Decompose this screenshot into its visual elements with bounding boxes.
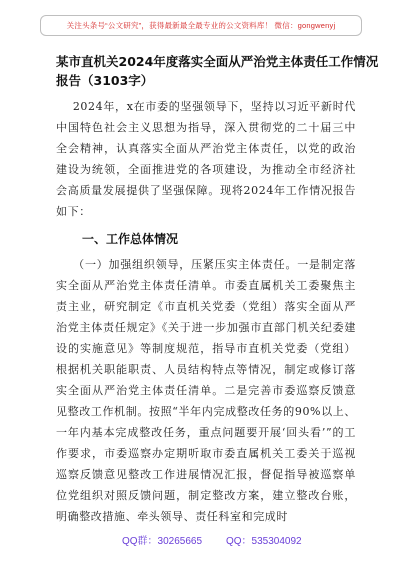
header-banner: 关注头条号“公文研究”，获得最新最全最专业的公文资料库！ 微信：gongwenyj <box>40 15 362 36</box>
document-title <box>56 52 379 90</box>
document-body <box>56 96 356 527</box>
section-heading: 一、工作总体情况 <box>82 232 179 246</box>
section-paragraph: （一）加强组织领导，压紧压实主体责任。一是制定落实全面从严治党主体责任清单。市委直属机关工委聚焦主责主业，研究制定《市直机关党委（党组）落实全面从严治党主体责任规定》《关于进一步加强市直部门机关纪委建设的实施意见》等制度规范，指导市直机关党委（党组）根据机关职能职责、人员结构特点等情况，制定或修订落实全面从严治党主体责任清单。二是完善市委巡察反馈意见整改工作机制。按照“半年内完成整改任务的90%以上、一年内基本完成整改任务，重点问题要开展‘回头看’”的工作要求，市委巡察办定期听取市委直属机关工委关于巡视巡察反馈意见整改工作进展情况汇报，督促指导被巡察单位党组织对照反馈问题，制定整改方案，建立整改台账，明确整改措施、牵头领导、责任科室和完成时 <box>56 258 357 523</box>
title-line-1: 某市直机关2024年度落实全面从严治党主体责任工作情况 <box>56 54 379 69</box>
footer-qq: QQ：535304092 <box>226 536 302 547</box>
title-line-2: 报告（3103字） <box>56 73 154 88</box>
intro-paragraph: 2024年，x在市委的坚强领导下，坚持以习近平新时代中国特色社会主义思想为指导，深入贯彻党的二十届三中全会精神，认真落实全面从严治党主体责任，以党的政治建设为统领，全面推进党的各项建设，为推动全市经济社会高质量发展提供了坚强保障。现将2024年工作情况报告如下： <box>56 100 357 218</box>
footer-qq-group: QQ群：30265665 <box>122 536 203 547</box>
